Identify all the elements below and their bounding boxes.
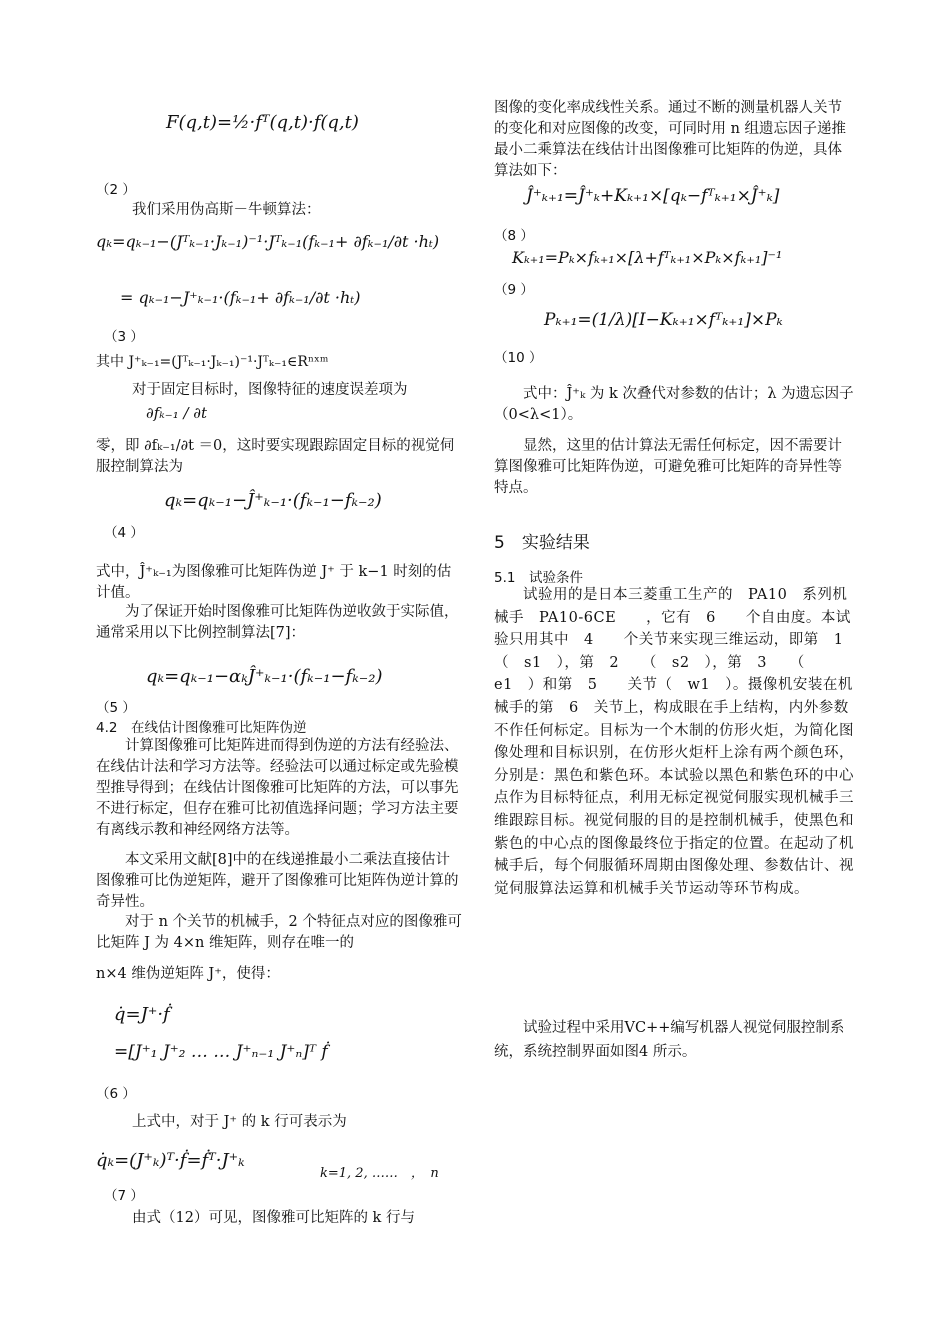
paragraph-where-pseudoinverse: 其中 J⁺ₖ₋₁=(Jᵀₖ₋₁·Jₖ₋₁)⁻¹·Jᵀₖ₋₁∈Rⁿˣᵐ [96,354,329,370]
equation-5-number: （5 ） [96,700,136,716]
equation-5: qₖ=qₖ₋₁−αₖĴ⁺ₖ₋₁·(fₖ₋₁−fₖ₋₂) [146,666,383,687]
section-heading-4-2: 4.2 在线估计图像雅可比矩阵伪逆 [96,720,307,736]
equation-6b: =[J⁺₁ J⁺₂ … … J⁺ₙ₋₁ J⁺ₙ]ᵀ ḟ [114,1042,328,1062]
equation-6a: q̇=J⁺·ḟ [114,1004,170,1025]
equation-7: q̇ₖ=(J⁺ₖ)ᵀ·ḟ=ḟᵀ·J⁺ₖ [96,1150,245,1171]
equation-2-number: （2 ） [96,182,136,198]
equation-7-range: k=1, 2, …… ， n [320,1166,439,1181]
equation-4-number: （4 ） [104,525,144,541]
equation-7-number: （7 ） [104,1188,144,1204]
paragraph-experiment-setup: 试验用的是日本三菱重工生产的 PA10 系列机械手 PA10-6CE ，它有 6 个自由度。本试验只用其中 4 个关节来实现三维运动，即第 1 （ s1 ），第 2 （ s2 ），第 3 （ e1 ）和第 5 关节（ w1 ）。摄像机安装在机械手的第 6 关节上，构成眼在手上结构，内外参数不作任何标定。目标为一个木制的仿形火炬，为简化图像处理和目标识别，在仿形火炬杆上涂有两个颜色环，分别是：黑色和紫色环。本试验以黑色和紫色环的中心点作为目标特征点，利用无标定视觉伺服实现机械手三维跟踪目标。视觉伺服的目的是控制机械手，使黑色和紫色的中心点的图像最终位于指定的位置。在起动了机械手后，每个伺服循环周期由图像处理、参数估计、视觉伺服算法运算和机械手关节运动等环节构成。 [494,587,874,897]
equation-9: Kₖ₊₁=Pₖ×fₖ₊₁×[λ+fᵀₖ₊₁×Pₖ×fₖ₊₁]⁻¹ [512,248,783,267]
equation-10-number: （10 ） [494,350,543,366]
equation-3b: = qₖ₋₁−J⁺ₖ₋₁·(fₖ₋₁+ ∂fₖ₋₁/∂t ·hₜ) [120,288,361,307]
equation-10: Pₖ₊₁=(1/λ)[I−Kₖ₊₁×fᵀₖ₊₁]×Pₖ [544,310,783,330]
paragraph-reference-8: 本文采用文献[8]中的在线递推最小二乘法直接估计图像雅可比伪逆矩阵，避开了图像雅可比矩阵伪逆计算的奇异性。 [96,852,459,910]
equation-8-number: （8 ） [494,228,534,244]
equation-2: F(q,t)=½·fᵀ(q,t)·f(q,t) [166,112,359,133]
paragraph-estimation-methods: 计算图像雅可比矩阵进而得到伪逆的方法有经验法、在线估计法和学习方法等。经验法可以通过标定或先验模型推导得到；在线估计图像雅可比矩阵的方法，可以事先不进行标定，但存在雅可比初值选择问题；学习方法主要有离线示教和神经网络方法等。 [96,738,459,838]
paragraph-where-lambda: 式中：Ĵ⁺ₖ 为 k 次叠代对参数的估计；λ 为遗忘因子（0<λ<1）。 [494,386,854,423]
paragraph-control-system: 试验过程中采用VC++编写机器人视觉伺服控制系统，系统控制界面如图4 所示。 [494,1020,845,1060]
equation-8: Ĵ⁺ₖ₊₁=Ĵ⁺ₖ+Kₖ₊₁×[qₖ−fᵀₖ₊₁×Ĵ⁺ₖ] [526,186,780,206]
equation-4: qₖ=qₖ₋₁−Ĵ⁺ₖ₋₁·(fₖ₋₁−fₖ₋₂) [164,490,382,511]
equation-3-number: （3 ） [104,329,144,345]
paragraph-n-joints: 对于 n 个关节的机械手，2 个特征点对应的图像雅可比矩阵 J 为 4×n 维矩阵，则存在唯一的 [96,914,462,951]
paragraph-zero-algorithm: 零，即 ∂fₖ₋₁/∂t ＝0，这时要实现跟踪固定目标的视觉伺服控制算法为 [96,438,455,475]
paragraph-no-calibration: 显然，这里的估计算法无需任何标定，因不需要计算图像雅可比矩阵伪逆，可避免雅可比矩阵的奇异性等特点。 [494,438,842,496]
paragraph-gauss-newton: 我们采用伪高斯－牛顿算法： [132,202,321,218]
paragraph-fixed-target: 对于固定目标时，图像特征的速度误差项为 [132,382,408,398]
paragraph-estimate-definition: 式中，Ĵ⁺ₖ₋₁为图像雅可比矩阵伪逆 J⁺ 于 k−1 时刻的估计值。 [96,564,452,601]
equation-3a: qₖ=qₖ₋₁−(Jᵀₖ₋₁·Jₖ₋₁)⁻¹·Jᵀₖ₋₁(fₖ₋₁+ ∂fₖ₋₁/∂t ·hₜ) [96,232,440,251]
equation-9-number: （9 ） [494,282,534,298]
equation-6-number: （6 ） [96,1086,136,1102]
fraction-velocity-error: ∂fₖ₋₁ / ∂t [146,404,208,422]
paragraph-pseudoinverse-dimension: n×4 维伪逆矩阵 J⁺，使得： [96,966,280,982]
section-heading-5-1: 5.1 试验条件 [494,570,583,586]
paragraph-eq12-note: 由式（12）可见，图像雅可比矩阵的 k 行与 [132,1210,415,1226]
paragraph-row-k: 上式中，对于 J⁺ 的 k 行可表示为 [132,1114,347,1130]
paragraph-linear-relation: 图像的变化率成线性关系。通过不断的测量机器人关节的变化和对应图像的改变，可同时用 n 组遗忘因子递推最小二乘算法在线估计出图像雅可比矩阵的伪逆，具体算法如下： [494,100,847,179]
section-heading-5: 5 实验结果 [494,533,590,553]
paragraph-proportional-control: 为了保证开始时图像雅可比矩阵伪逆收敛于实际值，通常采用以下比例控制算法[7]： [96,604,459,641]
